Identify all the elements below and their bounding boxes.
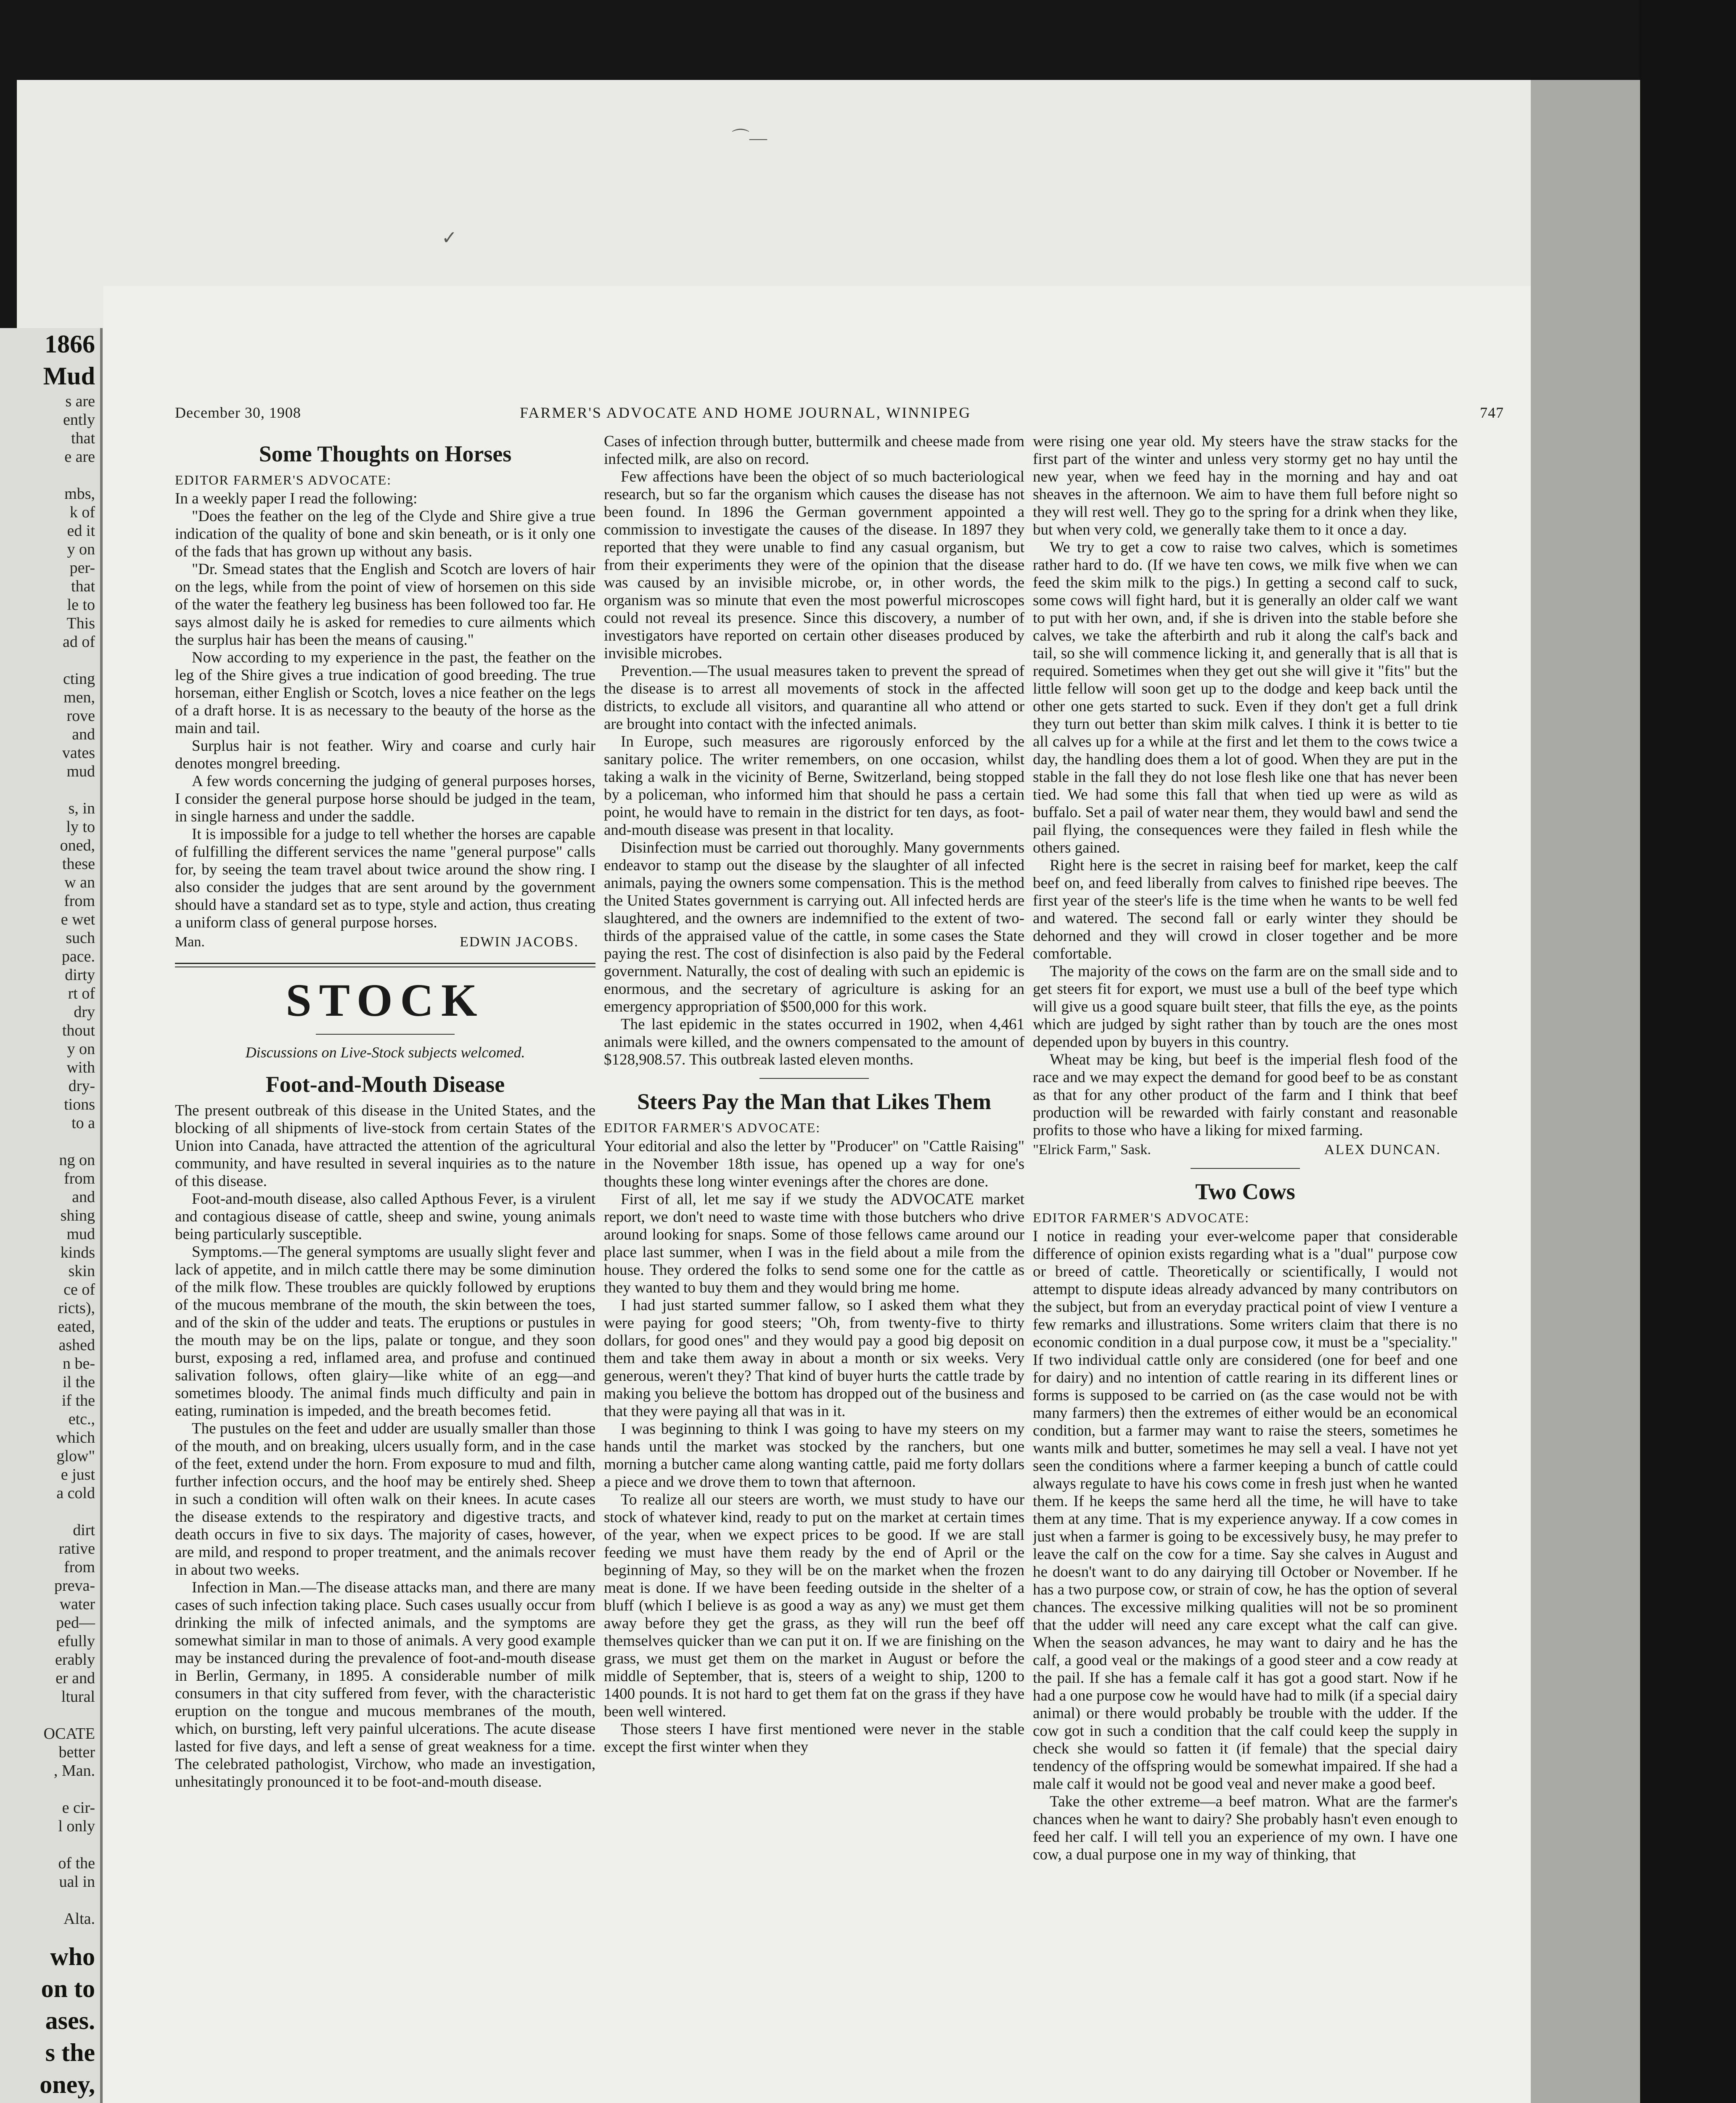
scan-border-right	[1639, 0, 1736, 2103]
fragment-line: e are	[64, 448, 95, 466]
editor-address: EDITOR FARMER'S ADVOCATE:	[604, 1120, 821, 1135]
fragment-line: dirty	[65, 966, 95, 984]
section-subtitle: Discussions on Live-Stock subjects welcomed.	[245, 1044, 525, 1061]
ink-mark: ✓	[442, 228, 457, 248]
fragment-line: le to	[67, 596, 95, 614]
fragment-line: rt of	[68, 985, 95, 1002]
signature	[1033, 1141, 1441, 1159]
fragment-line: of the	[58, 1854, 95, 1872]
fragment-line: mud	[66, 1225, 95, 1243]
fragment-line: rative	[58, 1540, 95, 1557]
fragment-line	[0, 1780, 95, 1798]
fragment-line	[0, 1835, 95, 1854]
divider	[1191, 1168, 1300, 1169]
fragment-line: cting	[63, 670, 95, 688]
fragment-line: tions	[64, 1096, 95, 1113]
fragment-line: vates	[62, 744, 95, 762]
fragment-line	[0, 466, 95, 485]
fragment-line: ual in	[59, 1873, 95, 1891]
paragraph: To realize all our steers are worth, we must study to have our stock of whatever kind, ready to put on the market at certain times of the year, when we expect prices to be good. If we are stall feeding we must have them ready by the end of April or the beginning of May, so they will be on the market when the frozen meat is done. If we have been feeding outside in the shelter of a bluff (which I believe is as good a way as any) we must get them away before they get the grass, as they will run the beef off themselves quicker than we can put it on. If we are finishing on the grass, we must get them on the market in August or before the middle of September, that is, steers of a weight to ship, 1200 to 1400 pounds. It is not hard to get them fat on the grass if they have been well wintered.	[604, 1491, 1024, 1720]
fragment-line	[0, 2100, 95, 2103]
fragment-line: , Man.	[53, 1762, 95, 1780]
fragment-line: w an	[64, 874, 95, 891]
paragraph: Infection in Man.—The disease attacks man, and there are many cases of such infection taking place. Such cases usually occur from drinking the milk of infected animals, and the symptoms are somewhat similar in man to those of animals. A very good example may be instanced during the prevalence of foot-and-mouth disease in Berlin, Germany, in 1895. A considerable number of milk consumers in that city suffered from fever, with the characteristic eruption on the tongue and mucous membranes of the mouth, which, on bursting, left very painful ulcerations. The acute disease lasted for five days, and left a sense of great weakness for a time. The celebrated pathologist, Virchow, who made an investigation, unhesitatingly pronounced it to be foot-and-mouth disease.	[175, 1579, 595, 1790]
fragment-line: eated,	[57, 1318, 95, 1335]
paragraph: Cases of infection through butter, buttermilk and cheese made from infected milk, are also on record.	[604, 433, 1024, 468]
column-3	[1033, 431, 1458, 2103]
paragraph: A few words concerning the judging of general purposes horses, I consider the general purpose horse should be judged in the team, in single harness and under the saddle.	[175, 773, 595, 825]
divider	[316, 1034, 455, 1035]
paragraph: Those steers I have first mentioned were never in the stable except the first winter when they	[604, 1721, 1024, 1756]
fragment-line: This	[66, 614, 95, 632]
fragment-line: from	[64, 1170, 95, 1187]
paragraph: I had just started summer fallow, so I asked them what they were paying for good steers; "Oh, from twenty-five to thirty dollars, for good ones" and they would pay a good big deposit on them and take them away in about a month or six weeks. Very generous, weren't they? That kind of buyer hurts the cattle trade by making you believe the bottom has dropped out of the business and that they were paying all that was in it.	[604, 1297, 1024, 1420]
signature-place: Man.	[175, 934, 205, 950]
paragraph: It is impossible for a judge to tell whether the horses are capable of fulfilling the different services the name "general purpose" calls for, by seeing the team travel about twice around the show ring. I also consider the judges that are sent around by the government should have a standard set as to type, style and action, thus creating a uniform class of general purpose horses.	[175, 826, 595, 931]
fragment-line: e cir-	[62, 1799, 95, 1817]
fragment-line: er and	[56, 1669, 95, 1687]
newspaper-page	[103, 286, 1531, 2103]
article-body-cows	[1033, 1228, 1458, 1864]
fragment-line: ad of	[62, 633, 95, 651]
page-edge-strip	[1531, 80, 1640, 2103]
fragment-line: erably	[55, 1651, 95, 1669]
fragment-line: oned,	[60, 837, 95, 854]
fragment-line	[0, 1891, 95, 1910]
article-body-steers	[604, 1138, 1024, 1756]
fragment-line: k of	[69, 503, 95, 521]
fragment-line: from	[64, 1558, 95, 1576]
fragment-line: a cold	[56, 1484, 95, 1502]
paragraph: I was beginning to think I was going to have my steers on my hands until the market was stocked by the ranchers, but one morning a butcher came along wanting cattle, paid me forty dollars a piece and we drove them to town that afternoon.	[604, 1420, 1024, 1491]
fragment-line: ng on	[59, 1151, 95, 1169]
fragment-line: preva-	[54, 1577, 95, 1594]
fragment-line: these	[62, 855, 95, 873]
paragraph: Prevention.—The usual measures taken to prevent the spread of the disease is to arrest all movements of stock in the affected districts, to exclude all visitors, and quarantine all who attend or are brought into contact with the infected animals.	[604, 662, 1024, 733]
paragraph: The present outbreak of this disease in the United States, and the blocking of all shipments of live-stock from certain States of the Union into Canada, have attracted the attention of the agricultural community, and have resulted in several inquiries as to the nature of this disease.	[175, 1102, 595, 1190]
fragment-line: ashed	[58, 1336, 95, 1354]
fragment-line: ently	[63, 411, 95, 429]
article-title-steers: Steers Pay the Man that Likes Them	[637, 1089, 991, 1114]
fragment-line: mbs,	[64, 485, 95, 503]
fragment-line: ases.	[45, 2007, 95, 2034]
fragment-line: who	[50, 1943, 95, 1971]
paragraph: Take the other extreme—a beef matron. What are the farmer's chances when he want to dairy? She probably hasn't even enough to feed her calf. I will tell you an experience of my own. I have one cow, a dual purpose one in my way of thinking, that	[1033, 1793, 1458, 1863]
fragment-line: if the	[61, 1392, 95, 1409]
previous-page-fragment	[0, 328, 103, 2103]
paragraph: We try to get a cow to raise two calves, which is sometimes rather hard to do. (If we have ten cows, we milk five when we can feed the skim milk to the pigs.) In getting a second calf to suck, some cows will fight hard, but it is generally an older calf we want to put with her own, and, if she is driven into the stable before she calves, we take the afterbirth and rub it along the calf's back and tail, so she will commence licking it, and generally that is all that is required. Sometimes when they get out she will give it "fits" but the little fellow will soon get up to the dodge and keep back until the other one gets started to suck. Even if they don't get a full drink they turn out better than skim milk calves. I think it is better to tie all calves up for a while at the first and let them to the cows twice a day, the handling does them a lot of good. When they are put in the stable in the fall they do not lose flesh like one that has never been tied. We had some this fall that when tied up were as wild as buffalo. Set a pail of water near them, they would bawl and send the pail flying, the consequences were they failed in flesh while the others gained.	[1033, 539, 1458, 856]
fragment-line: ce of	[64, 1281, 95, 1298]
section-heading-stock: STOCK	[286, 975, 485, 1026]
paragraph: "Dr. Smead states that the English and Scotch are lovers of hair on the legs, while from the point of view of horsemen on this side of the water the feathery leg business has been followed too far. He says almost daily he is asked for remedies to cure ailments which the surplus hair has been the means of causing."	[175, 561, 595, 649]
paragraph: "Does the feather on the leg of the Clyde and Shire give a true indication of the quality of bone and skin beneath, or is it only one of the fads that has grown up without any basis.	[175, 508, 595, 560]
paragraph: I notice in reading your ever-welcome paper that considerable difference of opinion exists regarding what is a "dual" purpose cow or breed of cattle. Theoretically or scientifically, I would not attempt to dispute ideas already advanced by many contributors on the subject, but from an everyday practical point of view I venture a few remarks and illustrations. Some writers claim that there is no economic condition in a dual purpose cow, it must be a "speciality." If two individual cattle only are considered (one for beef and one for dairy) and no intention of cattle rearing in its different lines or forms is supposed to be carried on (as the case would not be with many farmers) then the extremes of either would be an economical condition, but a farmer may want to raise the steers, sometimes he wants milk and butter, sometimes he may sell a veal. I have not yet seen the conditions where a farmer keeping a bunch of cattle could always regulate to have his cows come in fresh just when he wanted them. If he keeps the same herd all the time, he will have to take them at any time. That is my experience anyway. If a cow comes in just when a farmer is going to be excessively busy, he may prefer to leave the calf on the cow for a time. Say she calves in August and he doesn't want to do any dairying till October or November. If he has a two purpose cow, or strain of cow, he has the option of several chances. The excessive milking qualities will not be so prominent that the udder will need any care except what the calf can give. When the season advances, he may want to dairy and he has the calf, a good veal or the makings of a good steer and a cow ready at the pail. If she has a female calf it has got a good start. Now if he had a one purpose cow he would have had to milk (if a special dairy animal) or there would probably be trouble with the udder. If the cow got in such a condition that the calf could keep the supply in check she would so fatten it (if female) that the special dairy tendency of the offspring would be somewhat impaired. If she had a male calf it would not be good veal and never make a good beef.	[1033, 1228, 1458, 1793]
fragment-line: pace.	[61, 948, 95, 965]
paragraph: The last epidemic in the states occurred in 1902, when 4,461 animals were killed, and the owners compensated to the amount of $128,908.57. This outbreak lasted eleven months.	[604, 1016, 1024, 1068]
fragment-line: ed it	[67, 522, 95, 540]
fragment-line: on to	[41, 1975, 95, 2002]
fragment-line: skin	[68, 1262, 95, 1280]
scan-border-top	[0, 0, 1736, 80]
signature-name: EDWIN JACOBS.	[460, 934, 579, 950]
article-body-horses	[175, 490, 595, 932]
signature-name: ALEX DUNCAN.	[1324, 1142, 1441, 1157]
article-title-fmd: Foot-and-Mouth Disease	[265, 1072, 505, 1097]
fragment-line: ricts),	[58, 1299, 95, 1317]
fragment-line: y on	[67, 540, 95, 558]
fragment-line: water	[59, 1595, 95, 1613]
fragment-line	[0, 1502, 95, 1521]
article-body-fmd	[175, 1102, 595, 1791]
fragment-line: rove	[66, 707, 95, 725]
fragment-line: dry	[74, 1003, 95, 1021]
fragment-line: Alta.	[64, 1910, 95, 1928]
paragraph: Wheat may be king, but beef is the imperial flesh food of the race and we may expect the demand for good beef to be as constant as that for any other product of the farm and I think that beef production will be rewarded with fairly constant and reasonable profits to those who have a liking for mixed farming.	[1033, 1051, 1458, 1139]
paragraph: Right here is the secret in raising beef for market, keep the calf beef on, and feed liberally from calves to finished ripe beeves. The first year of the steer's life is the time when he wants to be well fed and watered. The second fall or early winter they should be dehorned and they will crowd in closer together and be more comfortable.	[1033, 857, 1458, 962]
fragment-line: with	[66, 1059, 95, 1076]
fragment-line	[0, 1132, 95, 1151]
fragment-line: s the	[45, 2039, 95, 2066]
fragment-line: such	[66, 929, 95, 947]
fragment-line	[0, 781, 95, 799]
paragraph: The pustules on the feet and udder are usually smaller than those of the mouth, and on breaking, ulcers usually form, and in the case of the feet, extend under the horn. From exposure to mud and filth, further infection occurs, and the hoof may be entirely shed. Sheep in such a condition will often walk on their knees. In acute cases the disease extends to the respiratory and digestive tracts, and death occurs in five to six days. The majority of cases, however, are mild, and respond to proper treatment, and the animals recover in about two weeks.	[175, 1420, 595, 1579]
paragraph: Your editorial and also the letter by "Producer" on "Cattle Raising" in the November 18th issue, has opened up a way for one's thoughts these long winter evenings after the chores are done.	[604, 1138, 1024, 1190]
fragment-line: thout	[62, 1022, 95, 1039]
column-1	[175, 431, 595, 2103]
paragraph: Disinfection must be carried out thoroughly. Many governments endeavor to stamp out the disease by the slaughter of all infected animals, paying the owners some compensation. This is the method the United States government is carrying out. All infected herds are slaughtered, and the owners are indemnified to the extent of two-thirds of the appraised value of the cattle, in some cases the State paying the rest. The cost of disinfection is also paid by the Federal government. Naturally, the cost of dealing with such an epidemic is enormous, and the secretary of agriculture is asking for an emergency appropriation of $500,000 for this work.	[604, 839, 1024, 1015]
paragraph: Symptoms.—The general symptoms are usually slight fever and lack of appetite, and in milch cattle there may be some diminution of the milk flow. These troubles are quickly followed by eruptions of the mucous membrane of the mouth, the skin between the toes, and of the skin of the udder and teats. The eruptions or pustules in the mouth may be on the lips, palate or tongue, and they soon burst, exposing a red, inflamed area, and profuse and continued salivation follows, often glairy—like white of an egg—and sometimes bloody. The animal finds much difficulty and pain in eating, rumination is impeded, and the breath becomes fetid.	[175, 1243, 595, 1420]
section-rule	[175, 963, 595, 967]
paragraph: The majority of the cows on the farm are on the small side and to get steers fit for export, we must use a bull of the beef type which will give us a good square built steer, that fills the eye, as the points which are judged by sight rather than by touch are the ones most depended upon by buyers in this country.	[1033, 963, 1458, 1051]
previous-page-text	[0, 328, 95, 2103]
fragment-line	[0, 651, 95, 670]
fragment-line: from	[64, 892, 95, 910]
fragment-line: glow"	[56, 1447, 95, 1465]
fragment-line: kinds	[60, 1244, 95, 1261]
paragraph: were rising one year old. My steers have the straw stacks for the first part of the winter and unless very stormy get no hay until the new year, when we feed hay in the morning and hay and oat sheaves in the afternoon. We aim to have them full before night so they will rest well. They go to the spring for a drink when they like, but when very cold, we generally take them to it once a day.	[1033, 433, 1458, 538]
fragment-line: ly to	[66, 818, 95, 836]
column-2	[604, 431, 1024, 2103]
editor-address: EDITOR FARMER'S ADVOCATE:	[175, 472, 392, 487]
fragment-line: men,	[64, 689, 95, 706]
fragment-line: etc.,	[68, 1410, 95, 1428]
signature-place: "Elrick Farm," Sask.	[1033, 1142, 1151, 1157]
paragraph: Now according to my experience in the past, the feather on the leg of the Shire gives a true indication of good breeding. The true horseman, either English or Scotch, loves a nice feather on the legs of a draft horse. It is as necessary to the beauty of the horse as the main and tail.	[175, 649, 595, 737]
fragment-line: n be-	[62, 1355, 95, 1372]
paragraph: Few affections have been the object of so much bacteriological research, but so far the organism which causes the disease has not been found. In 1896 the German government appointed a commission to investigate the causes of the disease. In 1897 they reported that they were unable to find any casual organism, but from their experiments they were of the opinion that the disease was caused by an invisible microbe, or, in other words, the organism was so minute that even the most powerful microscopes could not reveal its presence. Since this discovery, a number of investigators have reported on certain other diseases produced by invisible microbes.	[604, 468, 1024, 662]
fragment-line: dry-	[68, 1077, 95, 1095]
fragment-line: which	[56, 1429, 95, 1446]
signature	[175, 933, 579, 951]
fragment-line: oney,	[40, 2071, 95, 2098]
fragment-line: to a	[71, 1114, 95, 1132]
article-title-cows: Two Cows	[1195, 1179, 1295, 1204]
fragment-line: that	[71, 429, 95, 447]
fragment-line: e wet	[61, 911, 95, 928]
paragraph: Surplus hair is not feather. Wiry and coarse and curly hair denotes mongrel breeding.	[175, 737, 595, 772]
issue-date: December 30, 1908	[175, 404, 301, 421]
ink-mark: ⌒—	[732, 129, 767, 148]
page-number: 747	[1480, 404, 1504, 421]
paragraph: In a weekly paper I read the following:	[175, 490, 418, 507]
fragment-line: that	[71, 577, 95, 595]
article-body-steers-continued	[1033, 433, 1458, 1139]
fragment-line: ltural	[61, 1688, 95, 1706]
paragraph: In Europe, such measures are rigorously enforced by the sanitary police. The writer remembers, on one occasion, whilst taking a walk in the vicinity of Berne, Switzerland, being stopped by a policeman, who informed him that should he pass a certain point, he would have to remain in the district for ten days, as foot-and-mouth disease was present in that locality.	[604, 733, 1024, 839]
fragment-line: ped—	[56, 1614, 95, 1632]
fragment-line: OCATE	[43, 1725, 95, 1743]
fragment-line: e just	[61, 1466, 95, 1483]
article-body-fmd-continued	[604, 433, 1024, 1069]
fragment-line: and	[72, 1188, 95, 1206]
fragment-line: and	[72, 726, 95, 743]
fragment-line: Mud	[43, 362, 95, 390]
fragment-line: l only	[58, 1817, 95, 1835]
divider	[760, 1078, 869, 1079]
fragment-line: dirt	[73, 1521, 95, 1539]
fragment-line: s are	[65, 392, 95, 410]
fragment-line: y on	[67, 1040, 95, 1058]
fragment-line: per-	[69, 559, 95, 577]
fragment-line: mud	[66, 763, 95, 780]
paragraph: Foot-and-mouth disease, also called Apthous Fever, is a virulent and contagious disease of cattle, sheep and swine, young animals being particularly susceptible.	[175, 1190, 595, 1243]
publication-title: FARMER'S ADVOCATE AND HOME JOURNAL, WINNIPEG	[520, 404, 971, 421]
fragment-line: shing	[60, 1207, 95, 1224]
fragment-line: 1866	[45, 330, 95, 358]
fragment-line: s, in	[68, 800, 95, 817]
editor-address: EDITOR FARMER'S ADVOCATE:	[1033, 1210, 1250, 1225]
paragraph: First of all, let me say if we study the ADVOCATE market report, we don't need to waste time with those butchers who drive around looking for snaps. Some of those fellows came around our place last summer, when I was in the field about a mile from the house. They ordered the folks to send some one for the cattle as they wanted to buy them and they would bring me home.	[604, 1191, 1024, 1296]
fragment-line	[0, 1706, 95, 1724]
running-head	[175, 404, 1504, 429]
article-title-horses: Some Thoughts on Horses	[259, 441, 512, 466]
fragment-line: efully	[58, 1632, 95, 1650]
fragment-line: il the	[62, 1373, 95, 1391]
fragment-line: better	[58, 1743, 95, 1761]
